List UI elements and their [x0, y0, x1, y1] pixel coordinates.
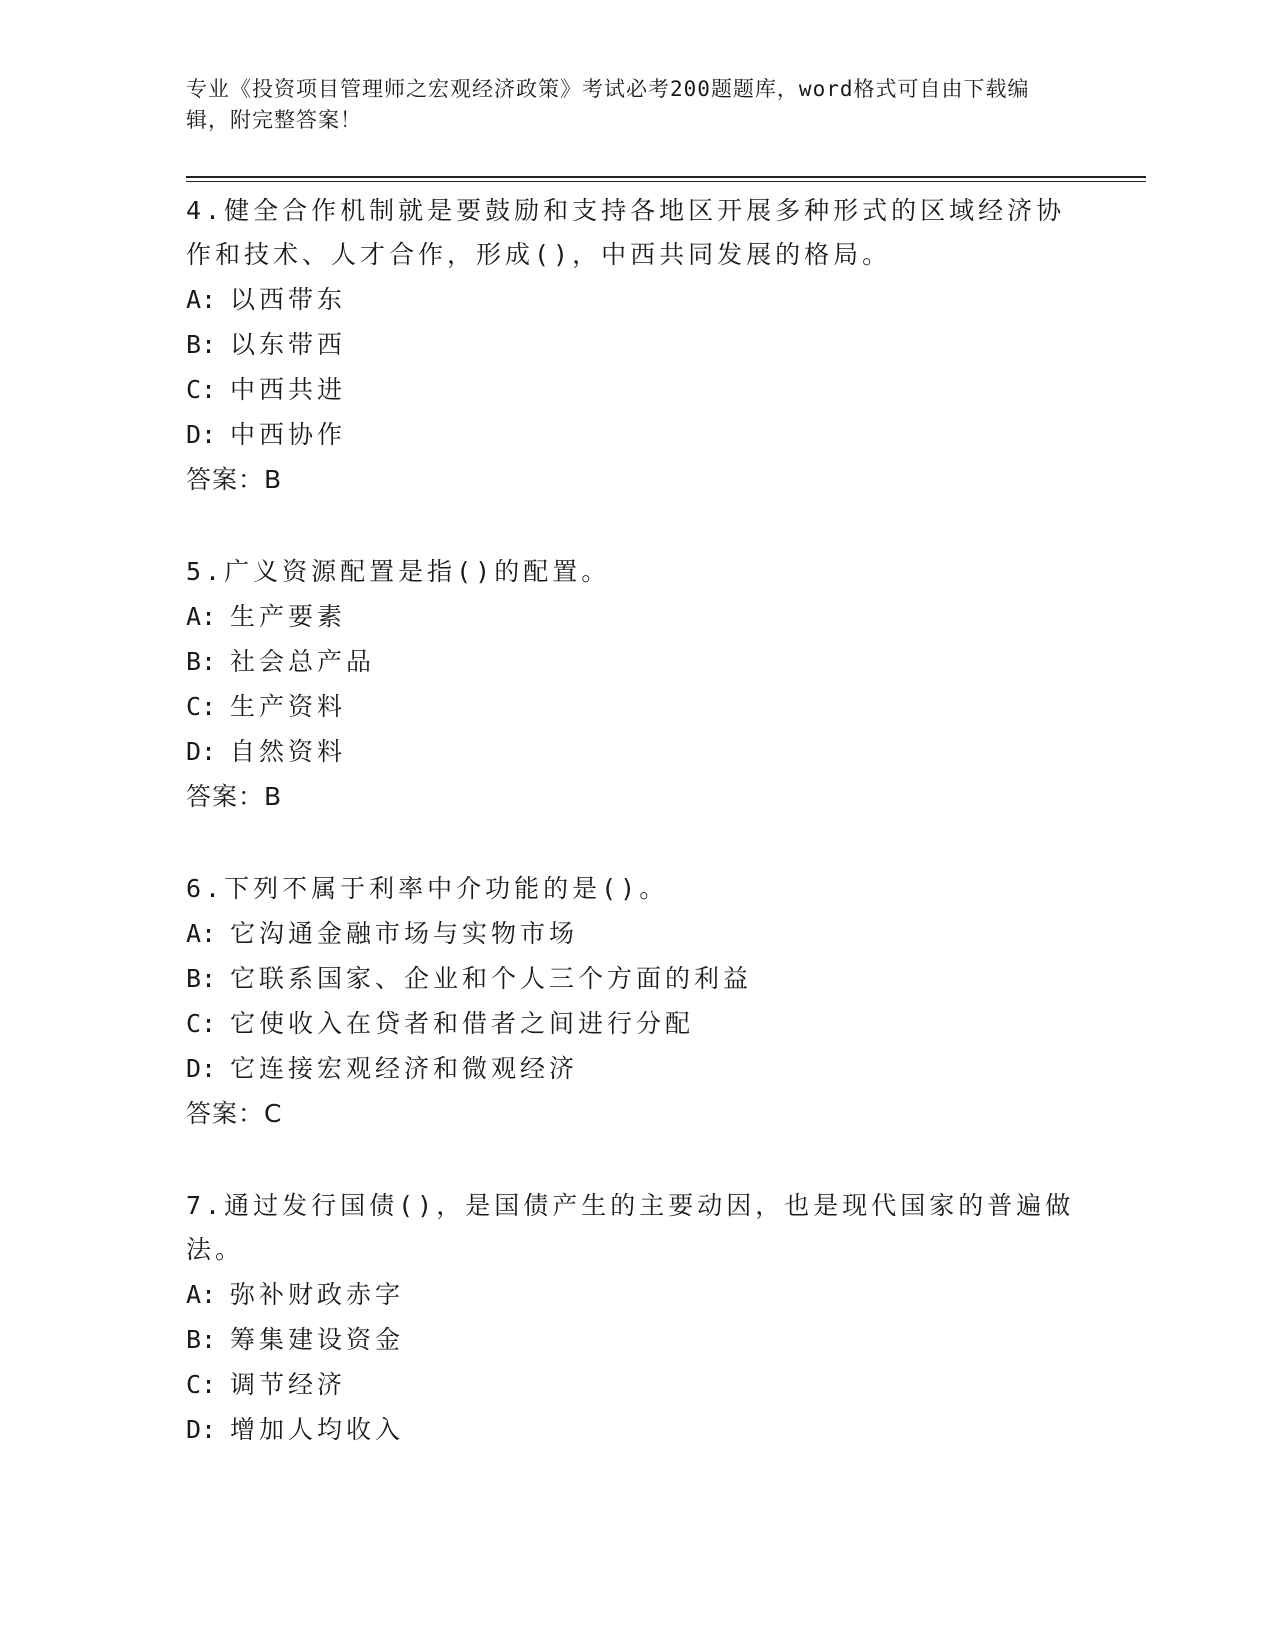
- option-text: 它联系国家、企业和个人三个方面的利益: [230, 964, 753, 993]
- option-letter: C:: [186, 1370, 217, 1399]
- option-letter: B:: [186, 1325, 217, 1354]
- option-text: 弥补财政赤字: [230, 1280, 405, 1309]
- option-text: 中西共进: [230, 375, 347, 404]
- option-letter: A:: [186, 285, 217, 314]
- option-c: [186, 1362, 1086, 1407]
- question-7: [186, 1184, 1086, 1452]
- option-a: [186, 911, 1086, 956]
- option-a: [186, 594, 1086, 639]
- option-a: [186, 1272, 1086, 1317]
- question-stem: 7.通过发行国债()，是国债产生的主要动因，也是现代国家的普遍做法。: [186, 1191, 1075, 1264]
- option-text: 筹集建设资金: [230, 1325, 405, 1354]
- question-6: [186, 867, 1086, 1137]
- option-letter: B:: [186, 964, 217, 993]
- option-d: [186, 1046, 1086, 1091]
- document-description: 专业《投资项目管理师之宏观经济政策》考试必考200题题库，word格式可自由下载编辑，附完整答案！: [186, 77, 1030, 132]
- option-letter: D:: [186, 737, 217, 766]
- option-d: [186, 1407, 1086, 1452]
- option-text: 它连接宏观经济和微观经济: [230, 1054, 579, 1083]
- question-stem: 4.健全合作机制就是要鼓励和支持各地区开展多种形式的区域经济协作和技术、人才合作，形成()，中西共同发展的格局。: [186, 196, 1066, 269]
- question-5: [186, 550, 1086, 820]
- option-letter: A:: [186, 919, 217, 948]
- option-text: 生产要素: [230, 602, 347, 631]
- option-letter: A:: [186, 1280, 217, 1309]
- question-list: [186, 189, 1086, 1499]
- option-letter: A:: [186, 602, 217, 631]
- option-letter: B:: [186, 647, 217, 676]
- option-b: [186, 956, 1086, 1001]
- option-letter: C:: [186, 375, 217, 404]
- option-text: 以西带东: [230, 285, 347, 314]
- option-text: 调节经济: [230, 1370, 347, 1399]
- option-b: [186, 639, 1086, 684]
- option-text: 自然资料: [230, 737, 347, 766]
- option-text: 中西协作: [230, 420, 347, 449]
- option-letter: C:: [186, 1009, 217, 1038]
- answer-line: 答案：B: [186, 782, 283, 811]
- option-b: [186, 322, 1086, 367]
- answer-line: 答案：B: [186, 465, 283, 494]
- option-a: [186, 277, 1086, 322]
- option-text: 以东带西: [230, 330, 347, 359]
- option-text: 它使收入在贷者和借者之间进行分配: [230, 1009, 695, 1038]
- question-4: [186, 189, 1086, 503]
- option-d: [186, 412, 1086, 457]
- question-stem: 5.广义资源配置是指()的配置。: [186, 557, 611, 586]
- option-text: 增加人均收入: [230, 1415, 405, 1444]
- option-letter: D:: [186, 1415, 217, 1444]
- answer-line: 答案：C: [186, 1099, 283, 1128]
- option-letter: C:: [186, 692, 217, 721]
- option-letter: D:: [186, 1054, 217, 1083]
- option-text: 生产资料: [230, 692, 347, 721]
- option-text: 社会总产品: [230, 647, 376, 676]
- option-letter: D:: [186, 420, 217, 449]
- option-letter: B:: [186, 330, 217, 359]
- header-divider: [186, 176, 1146, 182]
- option-c: [186, 684, 1086, 729]
- question-stem: 6.下列不属于利率中介功能的是()。: [186, 874, 669, 903]
- option-c: [186, 367, 1086, 412]
- option-d: [186, 729, 1086, 774]
- option-text: 它沟通金融市场与实物市场: [230, 919, 579, 948]
- option-c: [186, 1001, 1086, 1046]
- option-b: [186, 1317, 1086, 1362]
